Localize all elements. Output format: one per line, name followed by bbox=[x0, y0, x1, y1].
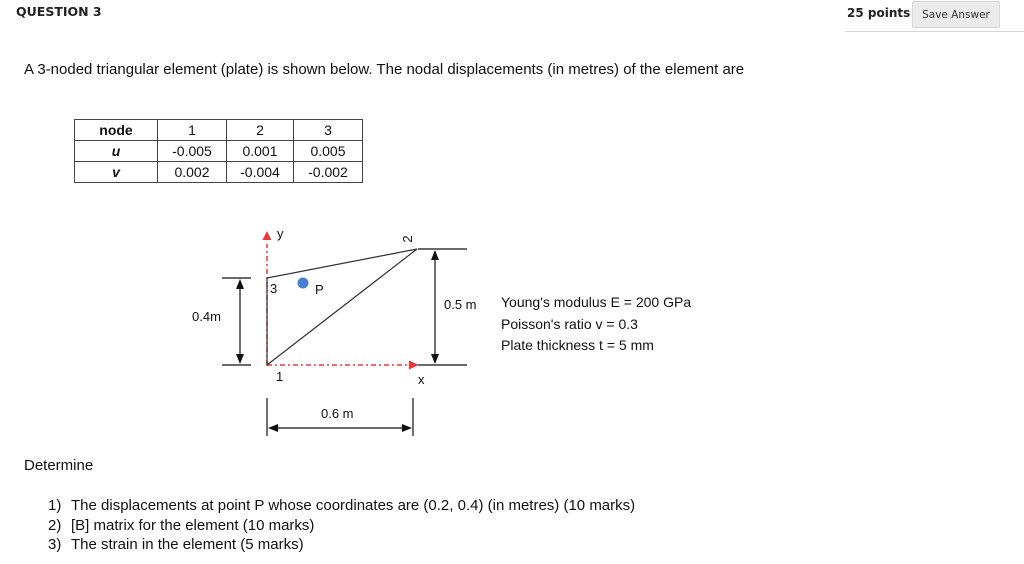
table-header-cell: node bbox=[75, 120, 158, 141]
dim-right-arrow-down-icon bbox=[431, 354, 439, 364]
point-p-label: P bbox=[315, 282, 324, 297]
list-item bbox=[48, 496, 635, 516]
y-axis-arrow-icon bbox=[263, 231, 272, 240]
task-text: The strain in the element (5 marks) bbox=[71, 536, 304, 553]
table-cell: -0.005 bbox=[158, 141, 227, 162]
save-answer-button[interactable]: Save Answer bbox=[912, 1, 1000, 28]
triangle-element bbox=[267, 249, 417, 365]
node-3-label: 3 bbox=[270, 281, 278, 296]
x-axis-label: x bbox=[418, 372, 425, 387]
task-text: The displacements at point P whose coordinates are (0.2, 0.4) (in metres) (10 marks) bbox=[71, 497, 636, 514]
task-number: 3) bbox=[48, 536, 62, 553]
plate-thickness: Plate thickness t = 5 mm bbox=[501, 337, 654, 353]
table-header-cell: 3 bbox=[294, 120, 363, 141]
table-row-label: v bbox=[75, 162, 158, 183]
node-2-label: 2 bbox=[400, 235, 415, 243]
task-number: 1) bbox=[48, 497, 62, 514]
dim-bottom-label: 0.6 m bbox=[321, 406, 354, 421]
table-cell: 0.001 bbox=[227, 141, 294, 162]
dim-left-arrow-down-icon bbox=[236, 354, 244, 364]
table-header-cell: 2 bbox=[227, 120, 294, 141]
table-cell: -0.004 bbox=[227, 162, 294, 183]
dim-bottom-arrow-left-icon bbox=[268, 424, 278, 432]
material-properties bbox=[501, 292, 691, 357]
x-axis-arrow-icon bbox=[409, 361, 419, 370]
table-cell: 0.005 bbox=[294, 141, 363, 162]
task-list bbox=[48, 496, 635, 555]
node-1-label: 1 bbox=[276, 369, 284, 384]
table-row-label: u bbox=[75, 141, 158, 162]
list-item bbox=[48, 516, 635, 536]
question-stem: A 3-noded triangular element (plate) is shown below. The nodal displacements (in metres) of the element are bbox=[24, 61, 745, 78]
youngs-modulus: Young's modulus E = 200 GPa bbox=[501, 294, 692, 310]
poissons-ratio: Poisson's ratio v = 0.3 bbox=[501, 315, 638, 332]
table-header-cell: 1 bbox=[158, 120, 227, 141]
task-number: 2) bbox=[48, 516, 62, 534]
points-label: 25 points bbox=[847, 6, 911, 20]
dim-left-label: 0.4m bbox=[192, 309, 221, 324]
table-cell: -0.002 bbox=[294, 162, 363, 183]
y-axis-label: y bbox=[277, 226, 284, 241]
question-title: QUESTION 3 bbox=[16, 4, 102, 19]
list-item bbox=[48, 535, 635, 555]
dim-bottom-arrow-right-icon bbox=[402, 424, 412, 432]
determine-label: Determine bbox=[24, 457, 94, 474]
dim-left-arrow-up-icon bbox=[236, 279, 244, 289]
task-text: [B] matrix for the element (10 marks) bbox=[71, 516, 315, 534]
dim-right-arrow-up-icon bbox=[431, 250, 439, 260]
point-p-marker bbox=[298, 278, 309, 289]
table-cell: 0.002 bbox=[158, 162, 227, 183]
dim-right-label: 0.5 m bbox=[444, 297, 477, 312]
